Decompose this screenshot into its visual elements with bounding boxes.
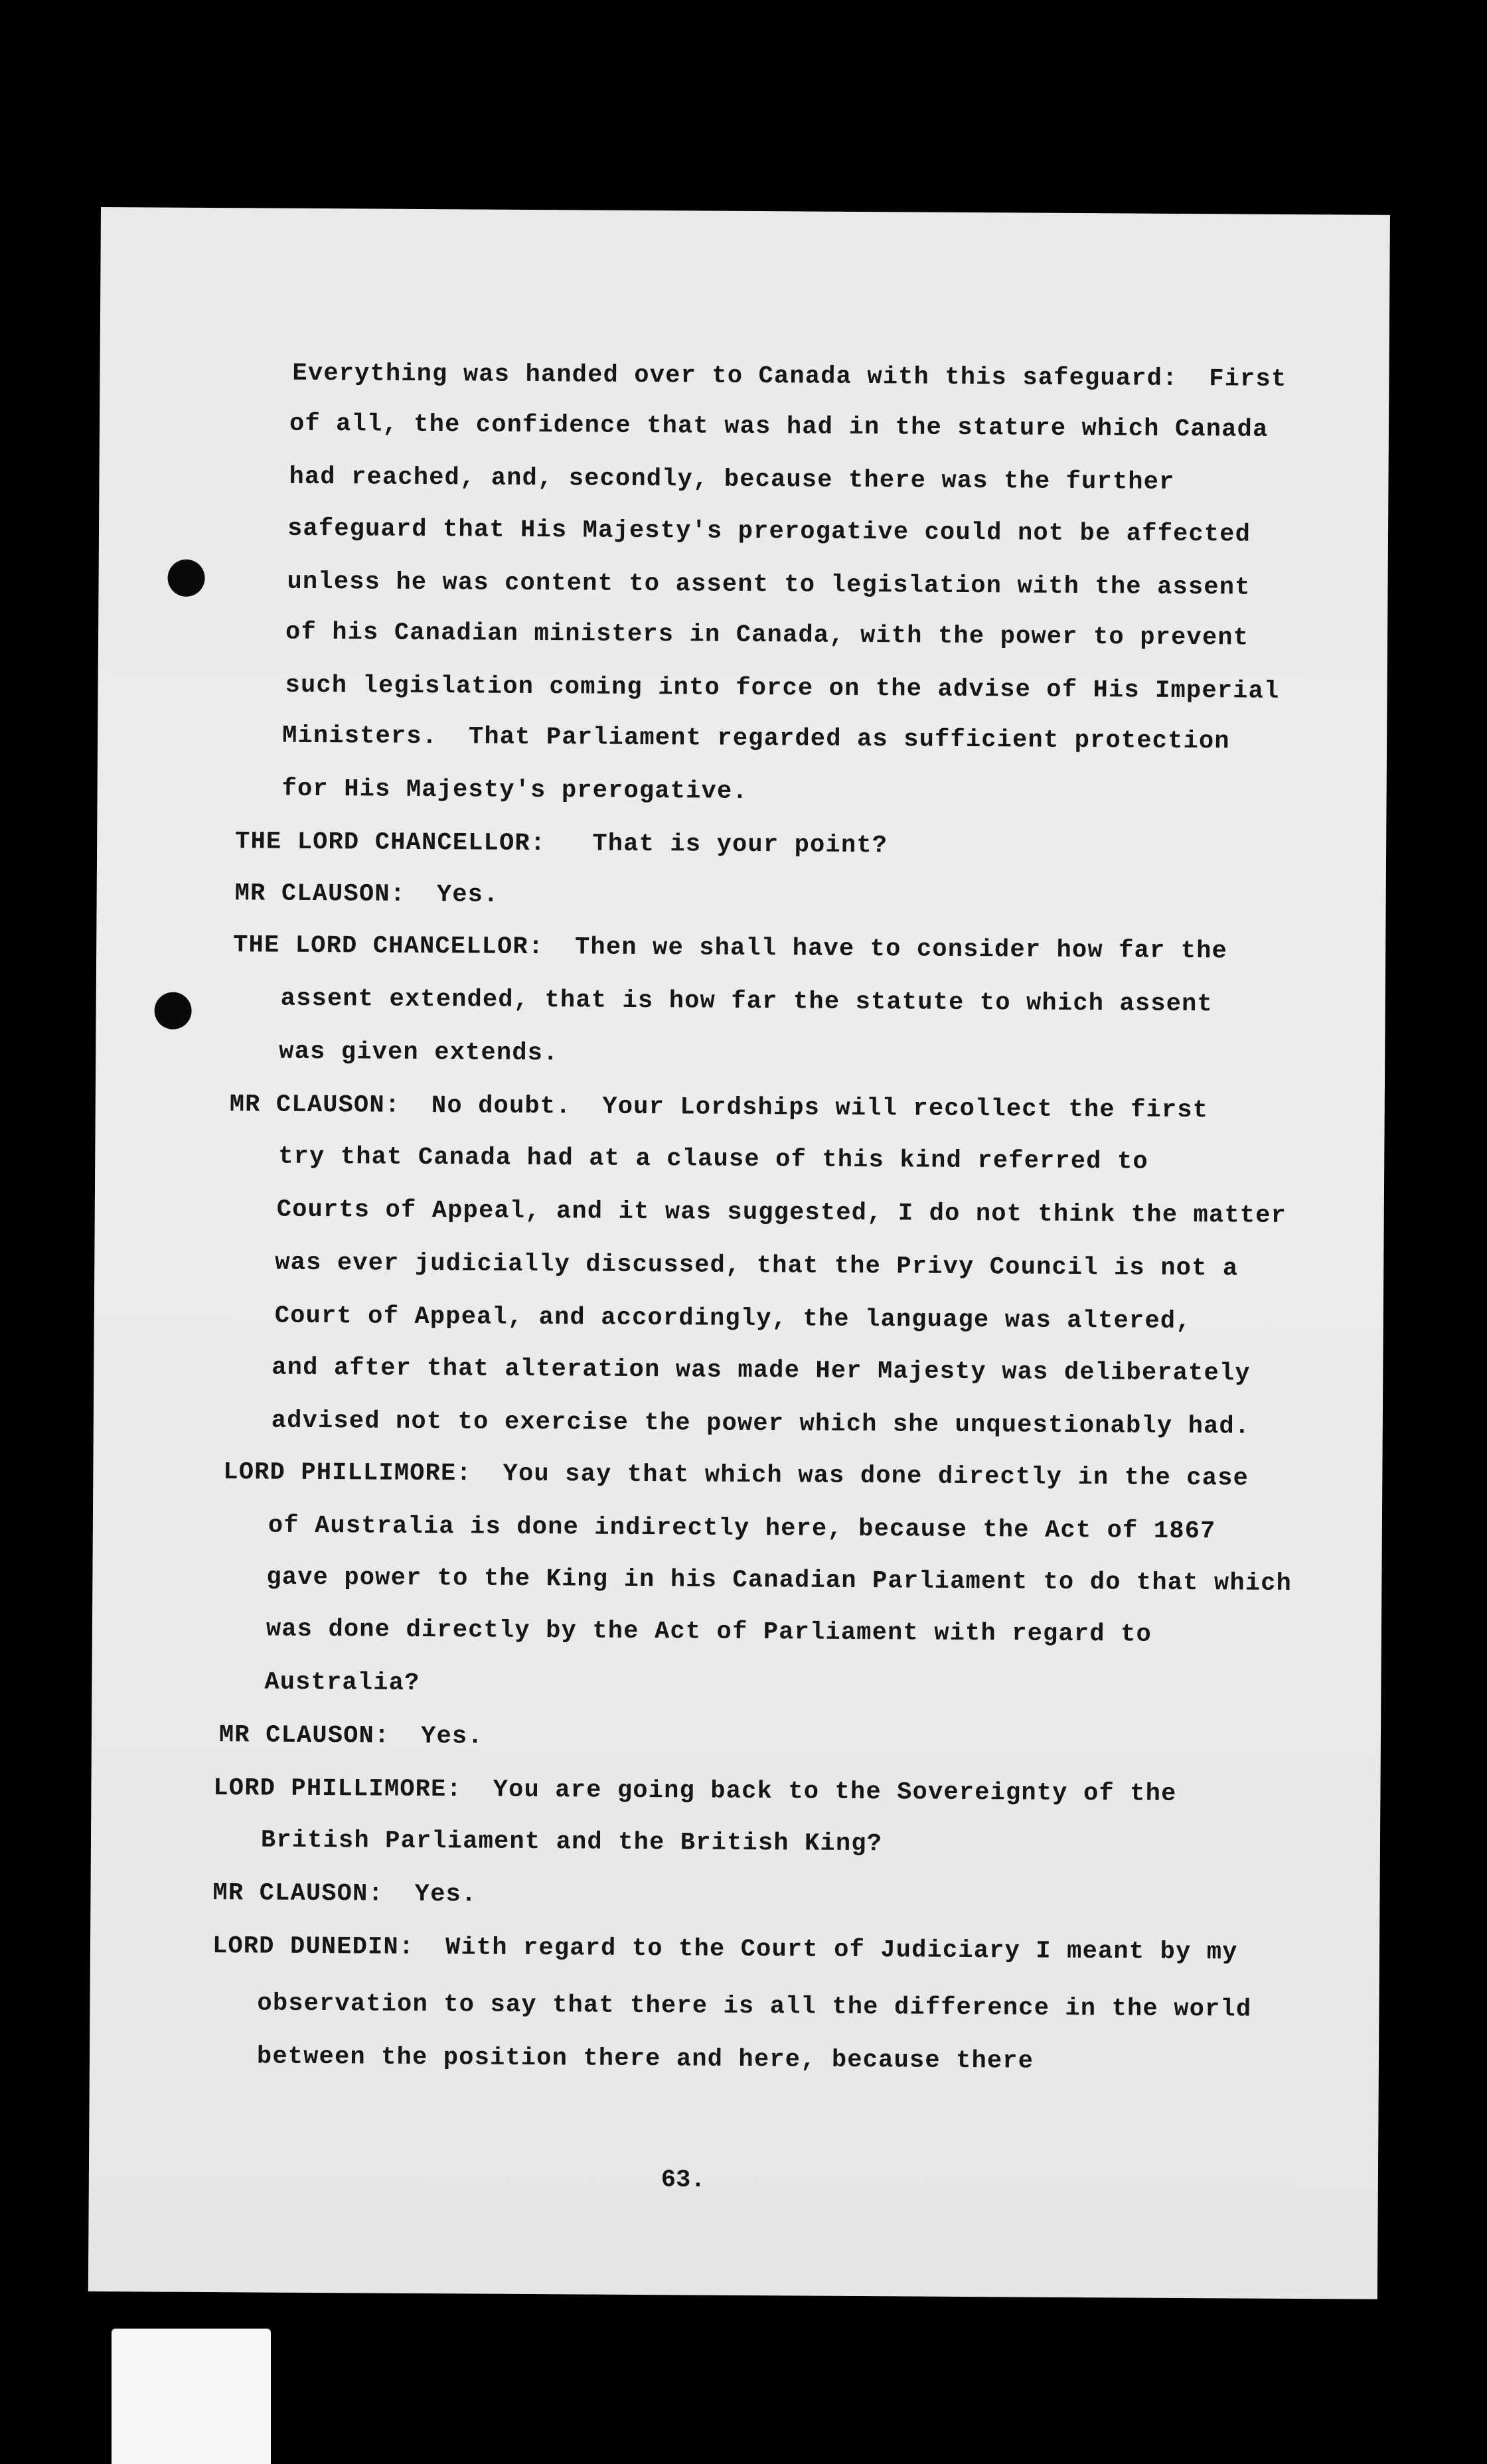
transcript-line: Ministers. That Parliament regarded as sufficient protection	[282, 722, 1230, 756]
transcript-line: MR CLAUSON: Yes.	[234, 880, 499, 909]
transcript-line: LORD DUNEDIN: With regard to the Court of Judiciary I meant by my	[212, 1932, 1238, 1967]
transcript-line: LORD PHILLIMORE: You are going back to the Sovereignty of the	[213, 1774, 1177, 1808]
transcript-line: was given extends.	[279, 1038, 559, 1068]
transcript-line: advised not to exercise the power which she unquestionably had.	[271, 1407, 1251, 1441]
transcript-line: MR CLAUSON: Yes.	[218, 1721, 483, 1751]
transcript-line: of his Canadian ministers in Canada, with the power to prevent	[285, 618, 1249, 653]
transcript-line: such legislation coming into force on the advise of His Imperial	[285, 671, 1280, 706]
transcript-line: THE LORD CHANCELLOR: That is your point?	[235, 828, 888, 860]
transcript-line: Australia?	[264, 1668, 420, 1697]
transcript-line: Courts of Appeal, and it was suggested, I do not think the matter	[276, 1195, 1287, 1230]
transcript-line: assent extended, that is how far the statute to which assent	[280, 984, 1213, 1019]
document-page	[88, 207, 1390, 2299]
transcript-body	[88, 207, 1390, 2299]
transcript-line: gave power to the King in his Canadian Parliament to do that which	[266, 1563, 1292, 1598]
transcript-line: and after that alteration was made Her Majesty was deliberately	[272, 1353, 1251, 1388]
transcript-line: observation to say that there is all the difference in the world	[257, 1989, 1252, 2024]
transcript-line: Everything was handed over to Canada with this safeguard: First	[292, 359, 1287, 394]
transcript-line: Court of Appeal, and accordingly, the language was altered,	[274, 1302, 1192, 1336]
transcript-line: was done directly by the Act of Parliament with regard to	[266, 1615, 1152, 1649]
transcript-line: safeguard that His Majesty's prerogative could not be affected	[287, 514, 1251, 549]
page-number: 63.	[661, 2166, 706, 2194]
transcript-line: British Parliament and the British King?	[260, 1826, 883, 1859]
transcript-line: of all, the confidence that was had in the stature which Canada	[289, 410, 1269, 444]
transcript-line: for His Majesty's prerogative.	[281, 775, 748, 806]
transcript-line: THE LORD CHANCELLOR: Then we shall have to consider how far the	[233, 931, 1228, 966]
transcript-line: LORD PHILLIMORE: You say that which was done directly in the case	[223, 1458, 1249, 1493]
transcript-line: of Australia is done indirectly here, because the Act of 1867	[268, 1511, 1216, 1546]
transcript-line: between the position there and here, because there	[256, 2042, 1034, 2076]
transcript-line: MR CLAUSON: No doubt. Your Lordships will recollect the first	[229, 1091, 1209, 1125]
transcript-line: unless he was content to assent to legislation with the assent	[287, 568, 1251, 602]
target-card	[112, 2329, 271, 2464]
transcript-line: MR CLAUSON: Yes.	[212, 1879, 477, 1909]
transcript-line: was ever judicially discussed, that the Privy Council is not a	[275, 1249, 1239, 1283]
transcript-line: had reached, and, secondly, because there was the further	[289, 463, 1175, 497]
transcript-line: try that Canada had at a clause of this kind referred to	[278, 1142, 1148, 1176]
